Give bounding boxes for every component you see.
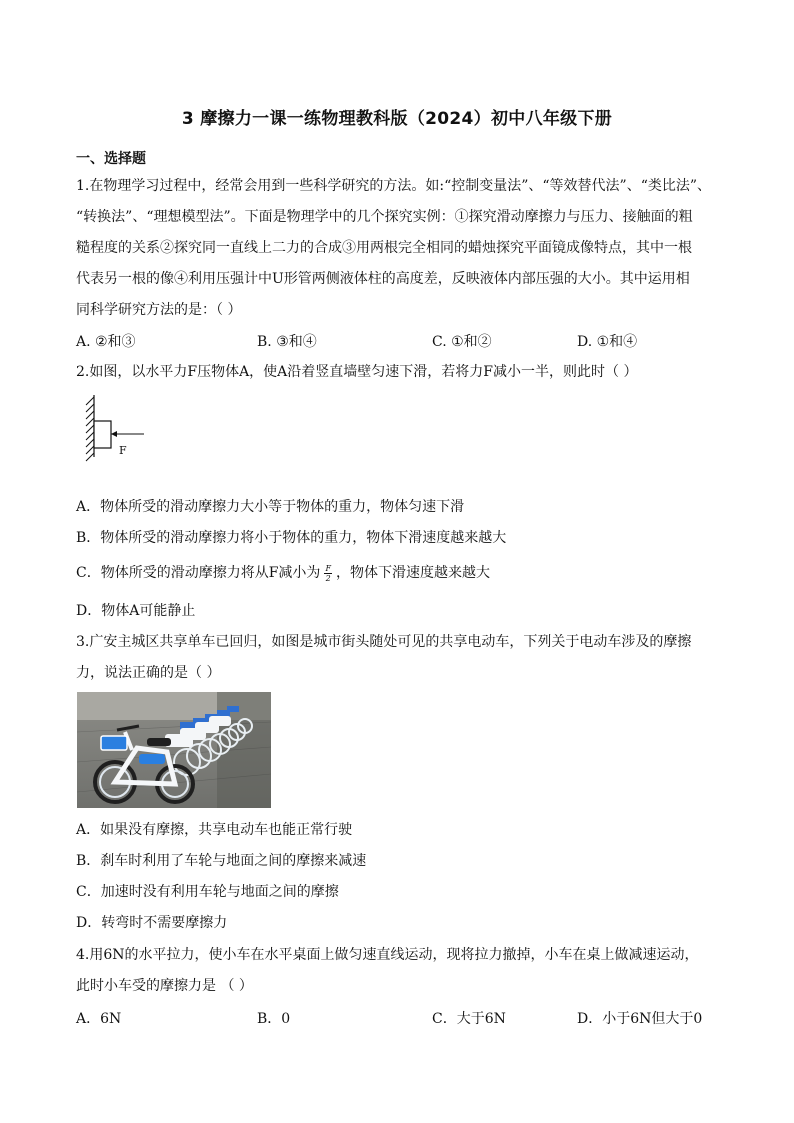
wall-force-diagram [70, 393, 160, 463]
section-heading: 一、选择题 [76, 151, 146, 167]
fraction-denominator: 2 [325, 573, 331, 583]
q4-option-a: A．6N [76, 1011, 122, 1027]
q1-line-1: 1.在物理学习过程中，经常会用到一些科学研究的方法。如:“控制变量法”、“等效替代法”、“类比法”、 [76, 178, 712, 194]
q4-option-b: B．0 [257, 1011, 291, 1027]
q2-option-a: A．物体所受的滑动摩擦力大小等于物体的重力，物体匀速下滑 [76, 499, 465, 515]
fraction-f-over-2 [324, 564, 332, 583]
q1-option-a: A. ②和③ [76, 334, 136, 350]
q2-option-d: D．物体A可能静止 [76, 603, 196, 619]
q3-option-d: D．转弯时不需要摩擦力 [76, 915, 228, 931]
page-title: 3 摩擦力一课一练物理教科版（2024）初中八年级下册 [181, 109, 613, 129]
q3-option-c: C．加速时没有利用车轮与地面之间的摩擦 [76, 884, 339, 900]
q1-line-5: 同科学研究方法的是：（ ） [76, 302, 242, 318]
q1-option-c: C. ①和② [432, 334, 492, 350]
q4-line-2: 此时小车受的摩擦力是 （ ） [76, 978, 253, 994]
force-label-f: F [119, 444, 127, 457]
q1-line-2: “转换法”、“理想模型法”。下面是物理学中的几个探究实例：①探究滑动摩擦力与压力、接触面的粗 [76, 209, 693, 225]
q4-option-c: C．大于6N [432, 1011, 506, 1027]
q3-option-b: B．刹车时利用了车轮与地面之间的摩擦来减速 [76, 853, 367, 869]
q4-option-d: D．小于6N但大于0 [577, 1011, 703, 1027]
q1-line-4: 代表另一根的像④利用压强计中U形管两侧液体柱的高度差，反映液体内部压强的大小。其中运用相 [76, 271, 690, 287]
q2-option-c [76, 563, 490, 583]
shared-ebike-photo [77, 692, 271, 808]
q2-option-b: B．物体所受的滑动摩擦力将小于物体的重力，物体下滑速度越来越大 [76, 530, 507, 546]
fraction-numerator: F [325, 563, 331, 573]
q1-line-3: 糙程度的关系②探究同一直线上二力的合成③用两根完全相同的蜡烛探究平面镜成像特点，其中一根 [76, 240, 692, 256]
q2-option-c-text: C．物体所受的滑动摩擦力将从F减小为 [76, 565, 321, 581]
q4-line-1: 4.用6N的水平拉力，使小车在水平桌面上做匀速直线运动，现将拉力撤掉，小车在桌上做减速运动， [76, 947, 699, 963]
q3-line-1: 3.广安主城区共享单车已回归，如图是城市街头随处可见的共享电动车，下列关于电动车涉及的摩擦 [76, 634, 692, 650]
q1-option-d: D. ①和④ [577, 334, 638, 350]
q3-line-2: 力，说法正确的是（ ） [76, 665, 221, 681]
q3-option-a: A．如果没有摩擦，共享电动车也能正常行驶 [76, 822, 353, 838]
q2-stem: 2.如图，以水平力F压物体A，使A沿着竖直墙壁匀速下滑，若将力F减小一半，则此时（ ） [76, 364, 638, 380]
q2-option-c-tail: ，物体下滑速度越来越大 [336, 565, 490, 581]
q1-option-b: B. ③和④ [257, 334, 317, 350]
